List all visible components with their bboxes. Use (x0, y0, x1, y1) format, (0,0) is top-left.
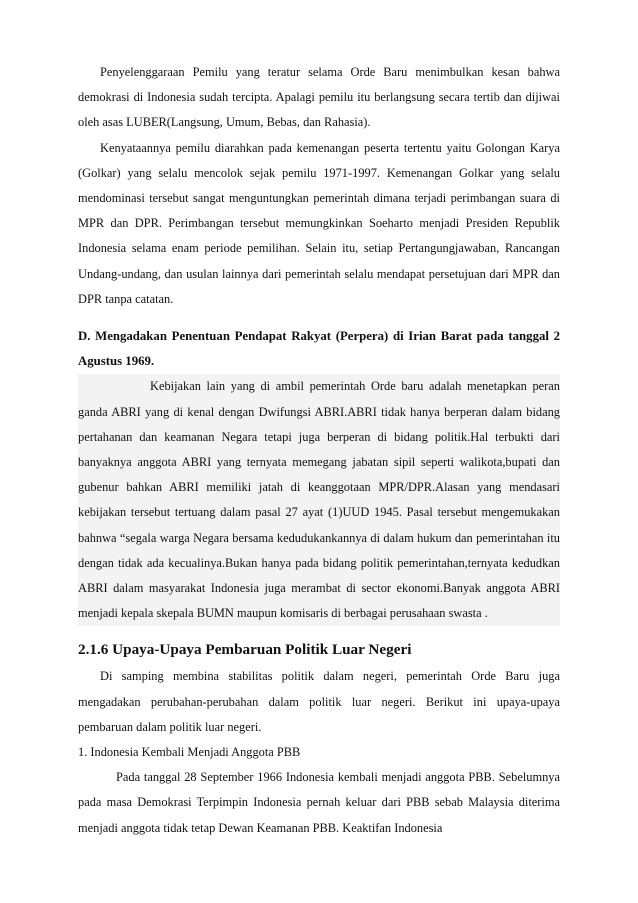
paragraph-pemilu-orde-baru: Penyelenggaraan Pemilu yang teratur selama Orde Baru menimbulkan kesan bahwa demokrasi di Indonesia sudah tercipta. Apalagi pemilu itu berlangsung secara tertib dan dijiwai oleh asas LUBER(Langsung, Umum, Bebas, dan Rahasia). (78, 65, 560, 130)
list-item-1-body: Pada tanggal 28 September 1966 Indonesia kembali menjadi anggota PBB. Sebelumnya pada masa Demokrasi Terpimpin Indonesia pernah keluar dari PBB sebab Malaysia diterima menjadi anggota tidak tetap Dewan Keamanan PBB. Keaktifan Indonesia (78, 770, 560, 835)
paragraph-kenyataan-pemilu: Kenyataannya pemilu diarahkan pada kemenangan peserta tertentu yaitu Golongan Karya (Golkar) yang selalu mencolok sejak pemilu 1971-1997. Kemenangan Golkar yang selalu mendominasi tersebut sangat menguntungkan pemerintah dimana terjadi perimbangan suara di MPR dan DPR. Perimbangan tersebut memungkinkan Soeharto menjadi Presiden Republik Indonesia selama enam periode pemilihan. Selain itu, setiap Pertangungjawaban, Rancangan Undang-undang, dan usulan lainnya dari pemerintah selalu mendapat persetujuan dari MPR dan DPR tanpa catatan. (78, 140, 560, 306)
section-2-1-6-heading: 2.1.6 Upaya-Upaya Pembaruan Politik Luar Negeri (78, 641, 412, 659)
list-item-1-title: 1. Indonesia Kembali Menjadi Anggota PBB (78, 745, 301, 760)
section-d-body: Kebijakan lain yang di ambil pemerintah Orde baru adalah menetapkan peran ganda ABRI yang di kenal dengan Dwifungsi ABRI.ABRI tidak hanya berperan dalam bidang pertahanan dan keamanan Negara tetapi juga berperan di bidang politik.Hal terbukti dari banyaknya anggota ABRI yang ternyata memegang jabatan sipil seperti walikota,bupati dan gubenur bahkan ABRI memiliki jatah di keanggotaan MPR/DPR.Alasan yang mendasari kebijakan tersebut tertuang dalam pasal 27 ayat (1)UUD 1945. Pasal tersebut mengemukakan bahnwa “segala warga Negara bersama kedudukankannya di dalam hukum dan pemerintahan itu dengan tidak ada kecualinya.Bukan hanya pada bidang politik pemerintahan,ternyata kedudkan ABRI dalam masyarakat Indonesia juga merambat di sector ekonomi.Banyak anggota ABRI menjadi kepala skepala BUMN maupun komisaris di berbagai perusahaan swasta . (78, 379, 560, 621)
section-2-1-6-intro: Di samping membina stabilitas politik dalam negeri, pemerintah Orde Baru juga mengadakan perubahan-perubahan dalam politik luar negeri. Berikut ini upaya-upaya pembaruan dalam politik luar negeri. (78, 669, 560, 734)
section-d-heading: D. Mengadakan Penentuan Pendapat Rakyat (Perpera) di Irian Barat pada tanggal 2 Agustus 1969. (78, 329, 560, 369)
section-d-shaded-block (78, 374, 560, 626)
